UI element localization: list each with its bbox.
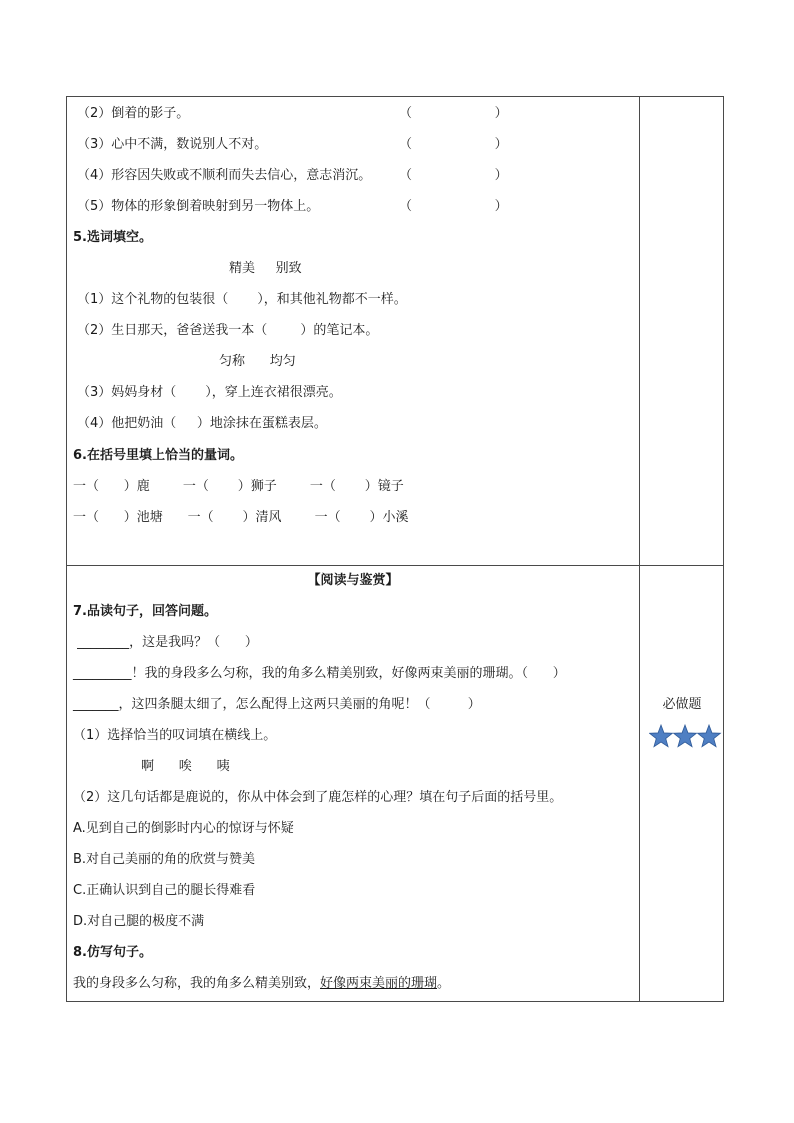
- q4-item-5: （5）物体的形象倒着映射到另一物体上。: [77, 199, 320, 214]
- q8-sentence-underlined: 好像两束美丽的珊瑚: [320, 976, 438, 991]
- q7-option-d: D.对自己腿的极度不满: [73, 914, 205, 929]
- difficulty-stars: [649, 723, 725, 751]
- column-divider: [639, 97, 640, 1001]
- q5-word-choices-a: 精美 别致: [229, 261, 302, 276]
- q7-interjection-choices: 啊 唉 咦: [141, 759, 230, 774]
- q5-item-2: （2）生日那天，爸爸送我一本（ ）的笔记本。: [77, 323, 379, 338]
- q7-option-c: C.正确认识到自己的腿长得难看: [73, 883, 256, 898]
- q7-sentence-2: [73, 666, 566, 682]
- q7-sentence-3: _______，这四条腿太细了，怎么配得上这两只美丽的角呢！（ ）: [73, 697, 481, 712]
- q7-title: 7.品读句子，回答问题。: [73, 604, 217, 619]
- q6-row-1: 一（ ）鹿 一（ ）狮子 一（ ）镜子: [73, 479, 404, 494]
- q5-item-3: （3）妈妈身材（ ），穿上连衣裙很漂亮。: [77, 385, 342, 400]
- q4-item-4: （4）形容因失败或不顺利而失去信心，意志消沉。: [77, 168, 372, 183]
- star-icon: [698, 725, 721, 747]
- q7-sub-question-1: （1）选择恰当的叹词填在横线上。: [73, 728, 277, 743]
- q5-item-4: （4）他把奶油（ ）地涂抹在蛋糕表层。: [77, 416, 327, 431]
- section-heading: 【阅读与鉴赏】: [307, 573, 399, 588]
- star-icon: [674, 725, 697, 747]
- q8-sentence-plain: 我的身段多么匀称，我的角多么精美别致，: [73, 976, 321, 991]
- q7-sentence-1: ________，这是我吗？（ ）: [73, 635, 258, 650]
- q5-title: 5.选词填空。: [73, 230, 152, 245]
- q5-word-choices-b: 匀称 均匀: [219, 354, 296, 369]
- q8-sentence: [73, 976, 450, 992]
- q7-option-a: A.见到自己的倒影时内心的惊讶与怀疑: [73, 821, 294, 836]
- q4-item-2: （2）倒着的影子。: [77, 106, 190, 121]
- q8-sentence-end: 。: [437, 976, 451, 991]
- q4-item-5-answer[interactable]: （ ）: [399, 199, 508, 214]
- q8-title: 8.仿写句子。: [73, 945, 152, 960]
- q6-row-2: 一（ ）池塘 一（ ）清风 一（ ）小溪: [73, 510, 409, 525]
- q4-item-2-answer[interactable]: （ ）: [399, 106, 508, 121]
- star-icon: [650, 725, 673, 747]
- q5-item-1: （1）这个礼物的包装很（ ），和其他礼物都不一样。: [77, 292, 407, 307]
- q4-item-3-answer[interactable]: （ ）: [399, 137, 508, 152]
- q7-sentence-2-text: ！我的身段多么匀称，我的角多么精美别致，好像两束美丽的珊瑚。（ ）: [131, 666, 566, 681]
- worksheet-table: [66, 96, 724, 1002]
- q6-title: 6.在括号里填上恰当的量词。: [73, 448, 243, 463]
- q4-item-3: （3）心中不满，数说别人不对。: [77, 137, 268, 152]
- row-divider: [67, 565, 723, 566]
- q7-sub-question-2: （2）这几句话都是鹿说的，你从中体会到了鹿怎样的心理？填在句子后面的括号里。: [73, 790, 563, 805]
- required-label: 必做题: [662, 697, 702, 712]
- q7-option-b: B.对自己美丽的角的欣赏与赞美: [73, 852, 256, 867]
- q4-item-4-answer[interactable]: （ ）: [399, 168, 508, 183]
- q7-sentence-2-blank[interactable]: _________: [73, 666, 132, 681]
